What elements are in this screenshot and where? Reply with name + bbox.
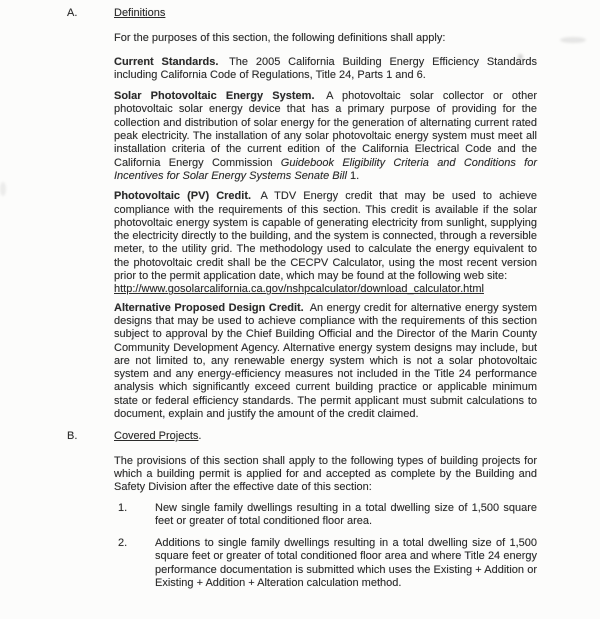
- scan-edge-artifact: [0, 182, 6, 196]
- definition-solar-pv-system: [114, 90, 537, 183]
- list-item-1: [118, 502, 600, 529]
- list-item-2-number: 2.: [118, 537, 128, 550]
- covered-projects-intro-paragraph: The provisions of this section shall apply to the following types of building projects for which a building permit is applied for and accepted as complete by the Building and Safety Division after the effective date of this section:: [114, 454, 537, 494]
- section-a-label: A.: [67, 7, 78, 19]
- definition-term-solar-pv-system: Solar Photovoltaic Energy System.: [114, 90, 315, 103]
- section-b-title-period: .: [198, 430, 202, 443]
- definition-text-after-italic: 1.: [350, 169, 360, 182]
- definition-current-standards: [114, 56, 537, 83]
- section-b-title-wrap: [114, 430, 201, 443]
- definition-text-current-standards: The 2005 California Building Energy Efficiency Standards including California Code of Regulations, Title 24, Parts 1 and 6.: [114, 55, 537, 81]
- section-b-label: B.: [67, 430, 78, 443]
- definition-term-current-standards: Current Standards.: [114, 55, 219, 68]
- definition-alt-design-credit: [114, 302, 537, 422]
- definition-text-alt-design-credit: An energy credit for alternative energy system designs that may be used to achieve compliance with the requirements of this section subject to approval by the Chief Building Official and the Director of the Marin County Community Development Agency. Alternative energy system designs may include, but are not limited to, any renewable energy system which is not a solar photovoltaic system and any energy-efficiency measures not included in the Title 24 performance analysis which significantly exceed current building practice or applicable minimum state or federal efficiency standards. The permit applicant must submit calculations to document, explain and justify the amount of the credit claimed.: [114, 301, 538, 421]
- definition-text-pv-credit: A TDV Energy credit that may be used to achieve compliance with the requirements of this section. This credit is available if the solar photovoltaic energy system is capable of generating electricity from sunlight, supplying the electricity directly to the building, and the system is connected, through a reversible meter, to the utility grid. The methodology used to calculate the energy equivalent to the photovoltaic credit shall be the CECPV Calculator, using the most recent version prior to the permit application date, which may be found at the following web site:: [114, 190, 538, 283]
- list-item-2-text: Additions to single family dwellings resulting in a total dwelling size of 1,500 square feet or greater of total conditioned floor area and where Title 24 energy performance documentation is submitted which uses the Existing + Addition or Existing + Addition + Alteration calculation method.: [155, 537, 537, 589]
- definitions-intro-paragraph: For the purposes of this section, the following definitions shall apply:: [114, 32, 446, 45]
- list-item-2: [118, 537, 600, 590]
- calculator-url: http://www.gosolarcalifornia.ca.gov/nshpcalculator/download_calculator.html: [114, 283, 484, 296]
- definition-text-solar-pv-system: A photovoltaic solar collector or other photovoltaic solar energy device that has a primary purpose of providing for the collection and distribution of solar energy for the generation of alternating current rated peak electricity. The installation of any solar photovoltaic energy system must meet all installation criteria of the current edition of the California Electrical Code and the California Energy Commission: [114, 90, 537, 169]
- list-item-1-number: 1.: [118, 501, 128, 514]
- definition-pv-credit: [114, 190, 537, 296]
- definition-term-alt-design-credit: Alternative Proposed Design Credit.: [114, 301, 304, 314]
- definition-term-pv-credit: Photovoltaic (PV) Credit.: [114, 190, 252, 203]
- scan-smudge-artifact: [560, 37, 586, 43]
- section-a-title: Definitions: [114, 7, 166, 19]
- section-b-title: Covered Projects: [114, 430, 199, 443]
- section-a-heading: [67, 7, 600, 20]
- guidebook-title-italic: Guidebook Eligibility Criteria and Conditions for Incentives for Solar Energy Systems Senate Bill: [114, 156, 537, 182]
- section-b-heading: [67, 430, 600, 443]
- list-item-1-text: New single family dwellings resulting in a total dwelling size of 1,500 square feet or greater of total conditioned floor area.: [155, 501, 537, 527]
